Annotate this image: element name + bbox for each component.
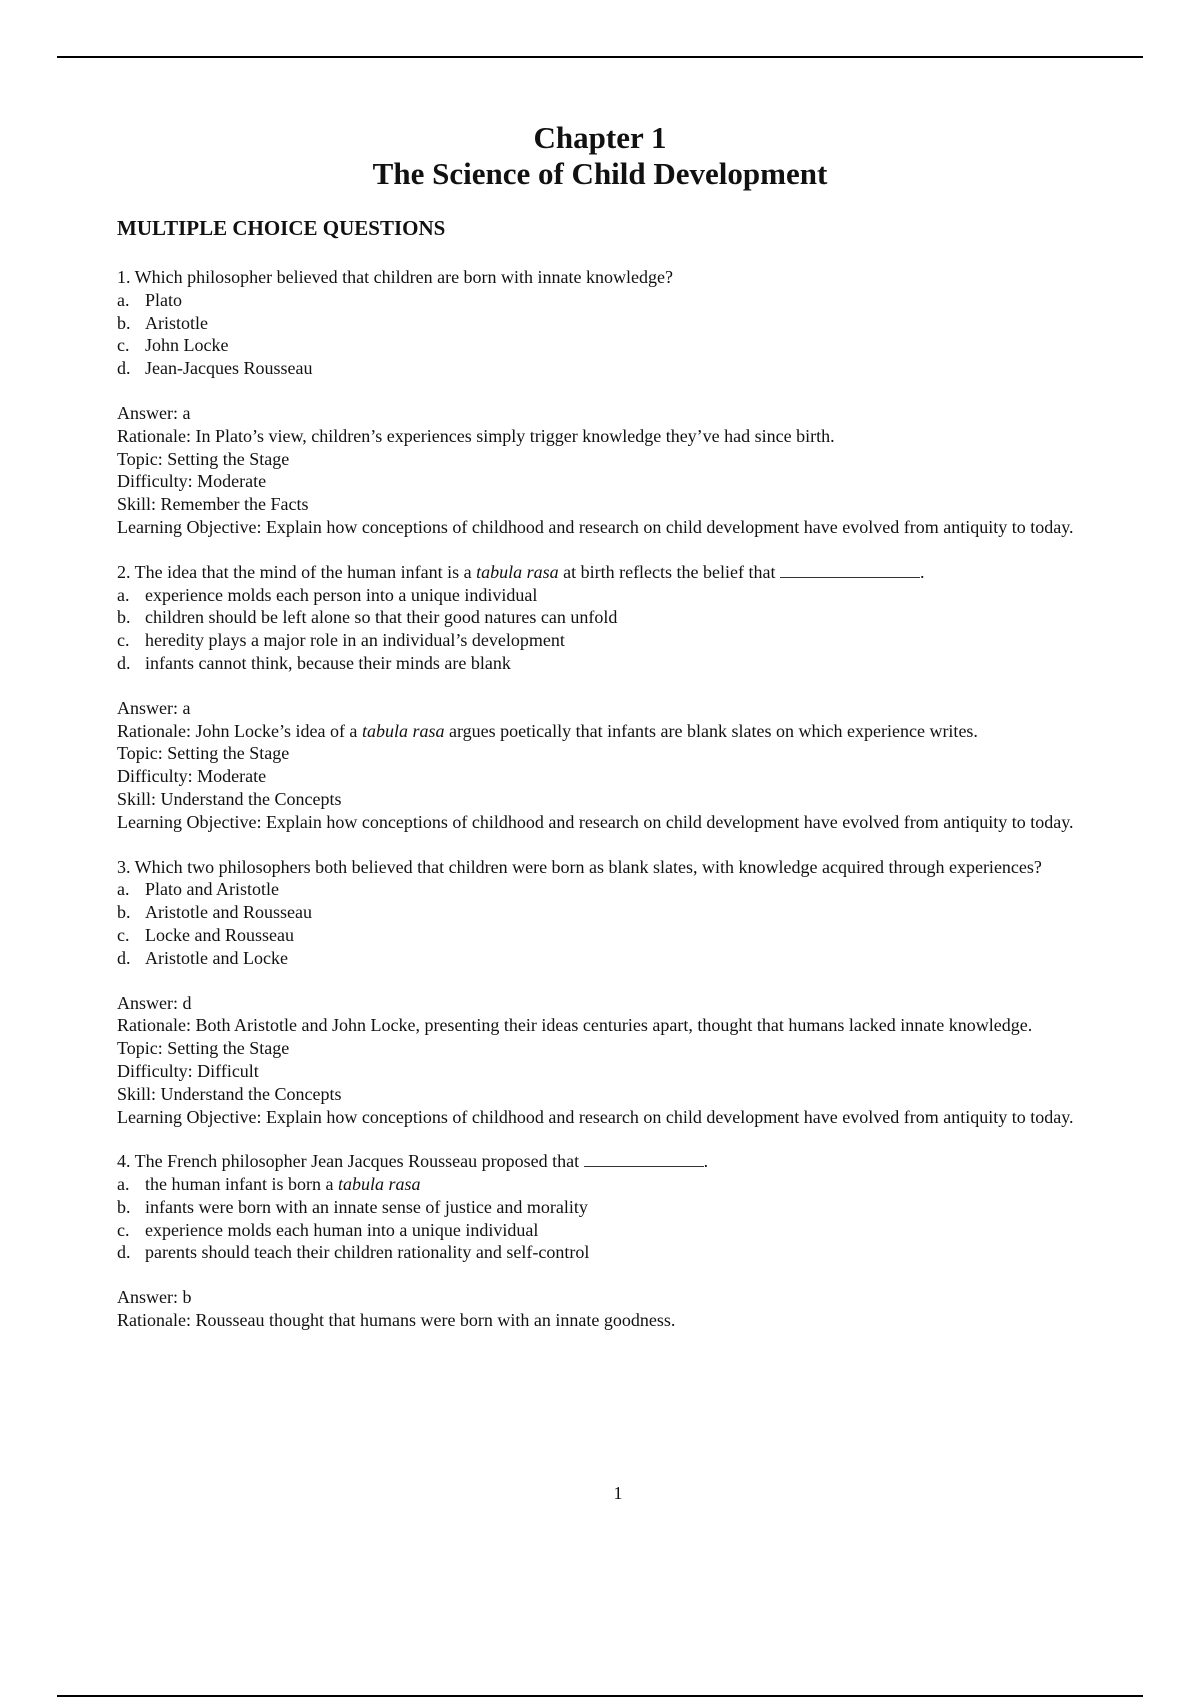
question-3-stem: 3. Which two philosophers both believed that children were born as blank slates, with knowledge acquired through experiences?	[117, 856, 1042, 877]
option-text: Aristotle and Rousseau	[145, 902, 312, 923]
option-text: parents should teach their children rationality and self-control	[145, 1242, 590, 1263]
difficulty: Difficulty: Moderate	[117, 766, 267, 787]
option-b	[117, 312, 1117, 335]
option-text: infants were born with an innate sense of justice and morality	[145, 1196, 588, 1217]
option-a	[117, 584, 1117, 607]
answer-blank	[780, 561, 920, 578]
option-a	[117, 878, 1117, 901]
option-b	[117, 901, 1117, 924]
option-letter: a.	[117, 289, 130, 310]
difficulty: Difficulty: Difficult	[117, 1060, 259, 1081]
question-4-options	[117, 1173, 1117, 1264]
option-text: heredity plays a major role in an individual’s development	[145, 630, 565, 651]
option-letter: c.	[117, 924, 130, 945]
question-4-stem	[117, 1150, 1117, 1173]
option-letter: b.	[117, 312, 131, 333]
option-letter: a.	[117, 879, 130, 900]
question-1-options	[117, 289, 1117, 380]
option-text: the human infant is born a	[145, 1174, 338, 1195]
question-1	[117, 266, 1117, 380]
option-letter: b.	[117, 1196, 131, 1217]
question-3-options	[117, 878, 1117, 969]
option-letter: b.	[117, 607, 131, 628]
option-letter: b.	[117, 902, 131, 923]
option-text: Plato and Aristotle	[145, 879, 279, 900]
question-3	[117, 856, 1117, 970]
rationale: Rationale: Both Aristotle and John Locke, presenting their ideas centuries apart, thought that humans lacked innate knowledge.	[117, 1015, 1033, 1036]
difficulty: Difficulty: Moderate	[117, 471, 267, 492]
rationale	[117, 720, 1117, 743]
question-2-answer-block	[117, 697, 1117, 834]
option-a	[117, 1173, 1117, 1196]
option-c	[117, 924, 1117, 947]
answer: Answer: d	[117, 992, 192, 1013]
skill: Skill: Understand the Concepts	[117, 788, 342, 809]
stem-end: .	[703, 1151, 709, 1172]
question-list	[117, 266, 1117, 1354]
page-number: 1	[613, 1483, 623, 1503]
option-letter: a.	[117, 584, 130, 605]
rationale: Rationale: In Plato’s view, children’s experiences simply trigger knowledge they’ve had since birth.	[117, 425, 835, 446]
option-text: Jean-Jacques Rousseau	[145, 358, 313, 379]
stem-text: 4. The French philosopher Jean Jacques Rousseau proposed that	[117, 1151, 580, 1172]
option-italic-term: tabula rasa	[337, 1174, 421, 1195]
question-1-stem: 1. Which philosopher believed that children are born with innate knowledge?	[117, 267, 673, 287]
learning-objective: Learning Objective: Explain how conceptions of childhood and research on child development have evolved from antiquity to today.	[117, 1106, 1074, 1127]
section-heading: MULTIPLE CHOICE QUESTIONS	[117, 216, 446, 240]
stem-text: at birth reflects the belief that	[558, 561, 776, 582]
option-d	[117, 652, 1117, 675]
option-text: infants cannot think, because their minds are blank	[145, 652, 511, 673]
option-b	[117, 606, 1117, 629]
skill: Skill: Remember the Facts	[117, 494, 309, 515]
learning-objective: Learning Objective: Explain how conceptions of childhood and research on child development have evolved from antiquity to today.	[117, 516, 1074, 537]
answer: Answer: a	[117, 402, 191, 423]
chapter-title: The Science of Child Development	[372, 156, 828, 191]
option-letter: c.	[117, 630, 130, 651]
stem-italic-term: tabula rasa	[476, 561, 559, 582]
answer: Answer: a	[117, 697, 191, 718]
option-c	[117, 334, 1117, 357]
option-text: John Locke	[145, 335, 229, 356]
rationale-text: Rationale: John Locke’s idea of a	[117, 720, 362, 741]
question-4	[117, 1150, 1117, 1264]
rationale-text: argues poetically that infants are blank slates on which experience writes.	[444, 720, 978, 741]
option-d	[117, 1241, 1117, 1264]
topic: Topic: Setting the Stage	[117, 743, 290, 764]
top-rule	[57, 56, 1143, 58]
option-c	[117, 1219, 1117, 1242]
question-2-options	[117, 584, 1117, 675]
option-b	[117, 1196, 1117, 1219]
topic: Topic: Setting the Stage	[117, 1038, 290, 1059]
rationale: Rationale: Rousseau thought that humans were born with an innate goodness.	[117, 1310, 676, 1331]
option-text: experience molds each person into a unique individual	[145, 584, 538, 605]
stem-text: 2. The idea that the mind of the human infant is a	[117, 561, 477, 582]
question-2	[117, 561, 1117, 675]
option-letter: d.	[117, 947, 131, 968]
question-1-answer-block	[117, 402, 1117, 539]
option-text: children should be left alone so that their good natures can unfold	[145, 607, 618, 628]
option-letter: a.	[117, 1174, 130, 1195]
option-letter: d.	[117, 1242, 131, 1263]
question-4-answer-block	[117, 1286, 1117, 1332]
option-letter: c.	[117, 335, 130, 356]
option-text: Aristotle	[145, 312, 208, 333]
option-a	[117, 289, 1117, 312]
option-d	[117, 357, 1117, 380]
option-text: experience molds each human into a unique individual	[145, 1219, 539, 1240]
option-letter: c.	[117, 1219, 130, 1240]
option-letter: d.	[117, 652, 131, 673]
option-text: Aristotle and Locke	[145, 947, 288, 968]
option-d	[117, 947, 1117, 970]
answer-blank	[584, 1150, 704, 1167]
option-text: Plato	[145, 289, 183, 310]
question-3-answer-block	[117, 992, 1117, 1129]
question-2-stem	[117, 561, 1117, 584]
option-letter: d.	[117, 358, 131, 379]
rationale-italic-term: tabula rasa	[361, 720, 445, 741]
learning-objective: Learning Objective: Explain how conceptions of childhood and research on child development have evolved from antiquity to today.	[117, 811, 1074, 832]
answer: Answer: b	[117, 1287, 192, 1308]
chapter-number: Chapter 1	[533, 120, 667, 155]
option-text: Locke and Rousseau	[145, 924, 294, 945]
stem-end: .	[920, 561, 925, 582]
topic: Topic: Setting the Stage	[117, 448, 290, 469]
bottom-rule	[57, 1695, 1143, 1697]
option-c	[117, 629, 1117, 652]
skill: Skill: Understand the Concepts	[117, 1083, 342, 1104]
